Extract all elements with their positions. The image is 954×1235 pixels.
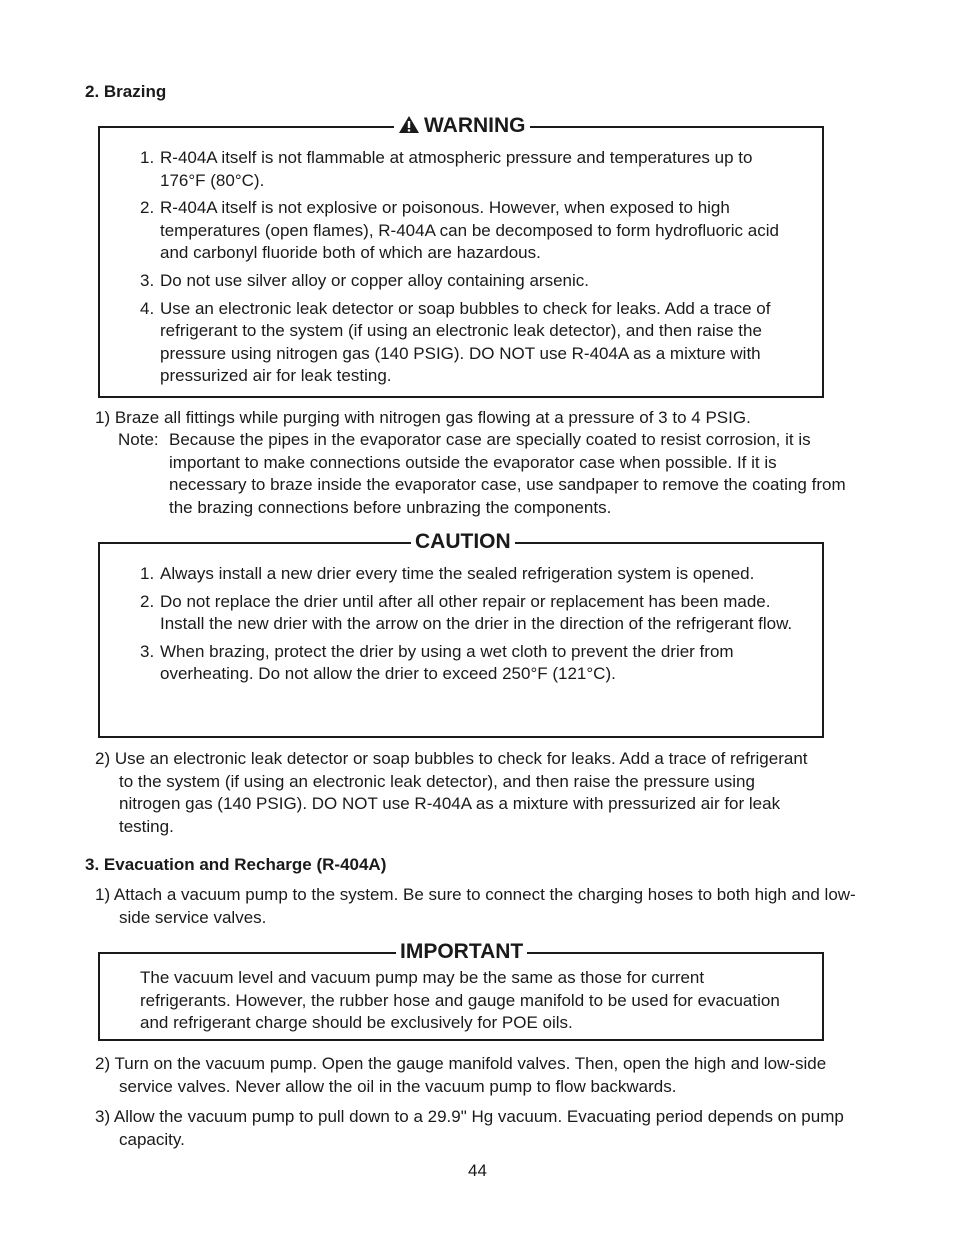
caution-item-1: 1. Always install a new drier every time the sealed refrigeration system is opened. [140,564,755,583]
warning-item-1: 1. R-404A itself is not flammable at atmospheric pressure and temperatures up to 176°F (80°C). [140,148,753,190]
evacuation-step-2: 2) Turn on the vacuum pump. Open the gauge manifold valves. Then, open the high and low-side service valves. Never allow the oil in the vacuum pump to flow backwards. [95,1054,827,1096]
section-heading-evacuation: 3. Evacuation and Recharge (R-404A) [85,855,387,874]
evacuation-step-3: 3) Allow the vacuum pump to pull down to a 29.9" Hg vacuum. Evacuating period depends on pump capacity. [95,1107,844,1149]
caution-box [98,530,824,738]
evacuation-step-1: 1) Attach a vacuum pump to the system. Be sure to connect the charging hoses to both high and low-side service valves. [95,885,856,927]
caution-item-3: 3. When brazing, protect the drier by using a wet cloth to prevent the drier from overheating. Do not allow the drier to exceed 250°F (121°C). [140,641,734,684]
page-number: 44 [468,1161,487,1180]
important-title: IMPORTANT [396,939,527,965]
note-text: Because the pipes in the evaporator case are specially coated to resist corrosion, it is important to make connections outside the evaporator case when possible. If it is necessary to braze inside the evaporator case, use sandpaper to remove the coating from the brazing connections before unbrazing the components. [169,430,846,517]
warning-list [140,147,800,393]
important-text: The vacuum level and vacuum pump may be the same as those for current refrigerants. However, the rubber hose and gauge manifold to be used for evacuation and refrigerant charge should be exclusively for POE oils. [140,968,780,1033]
caution-title: CAUTION [411,529,515,555]
warning-box [98,114,824,398]
warning-item-2: 2. R-404A itself is not explosive or poisonous. However, when exposed to high temperatures (open flames), R-404A can be decomposed to form hydrofluoric acid and carbonyl fluoride both of which are hazardous. [140,198,779,263]
caution-item-2: 2. Do not replace the drier until after all other repair or replacement has been made. Install the new drier with the arrow on the drier in the direction of the refrigerant flow. [140,591,793,634]
brazing-step-1: 1) Braze all fittings while purging with nitrogen gas flowing at a pressure of 3 to 4 PSIG. [95,408,751,427]
brazing-step-2: 2) Use an electronic leak detector or soap bubbles to check for leaks. Add a trace of refrigerant to the system (if using an electronic leak detector), and then raise the pressure using nitrogen gas (140 PSIG). DO NOT use R-404A as a mixture with pressurized air for leak testing. [95,749,808,836]
section-heading-brazing: 2. Brazing [85,82,167,101]
warning-title [394,113,530,139]
important-box [98,940,824,1041]
warning-triangle-icon [398,115,420,134]
warning-item-3: 3. Do not use silver alloy or copper alloy containing arsenic. [140,270,590,290]
caution-list [140,563,800,691]
warning-title-text: WARNING [424,114,526,137]
brazing-note [118,429,848,519]
warning-item-4: 4. Use an electronic leak detector or soap bubbles to check for leaks. Add a trace of refrigerant to the system (if using an electronic leak detector), and then raise the pressure using nitrogen gas (140 PSIG). DO NOT use R-404A as a mixture with pressurized air for leak testing. [140,298,771,386]
note-label: Note: [118,430,159,449]
